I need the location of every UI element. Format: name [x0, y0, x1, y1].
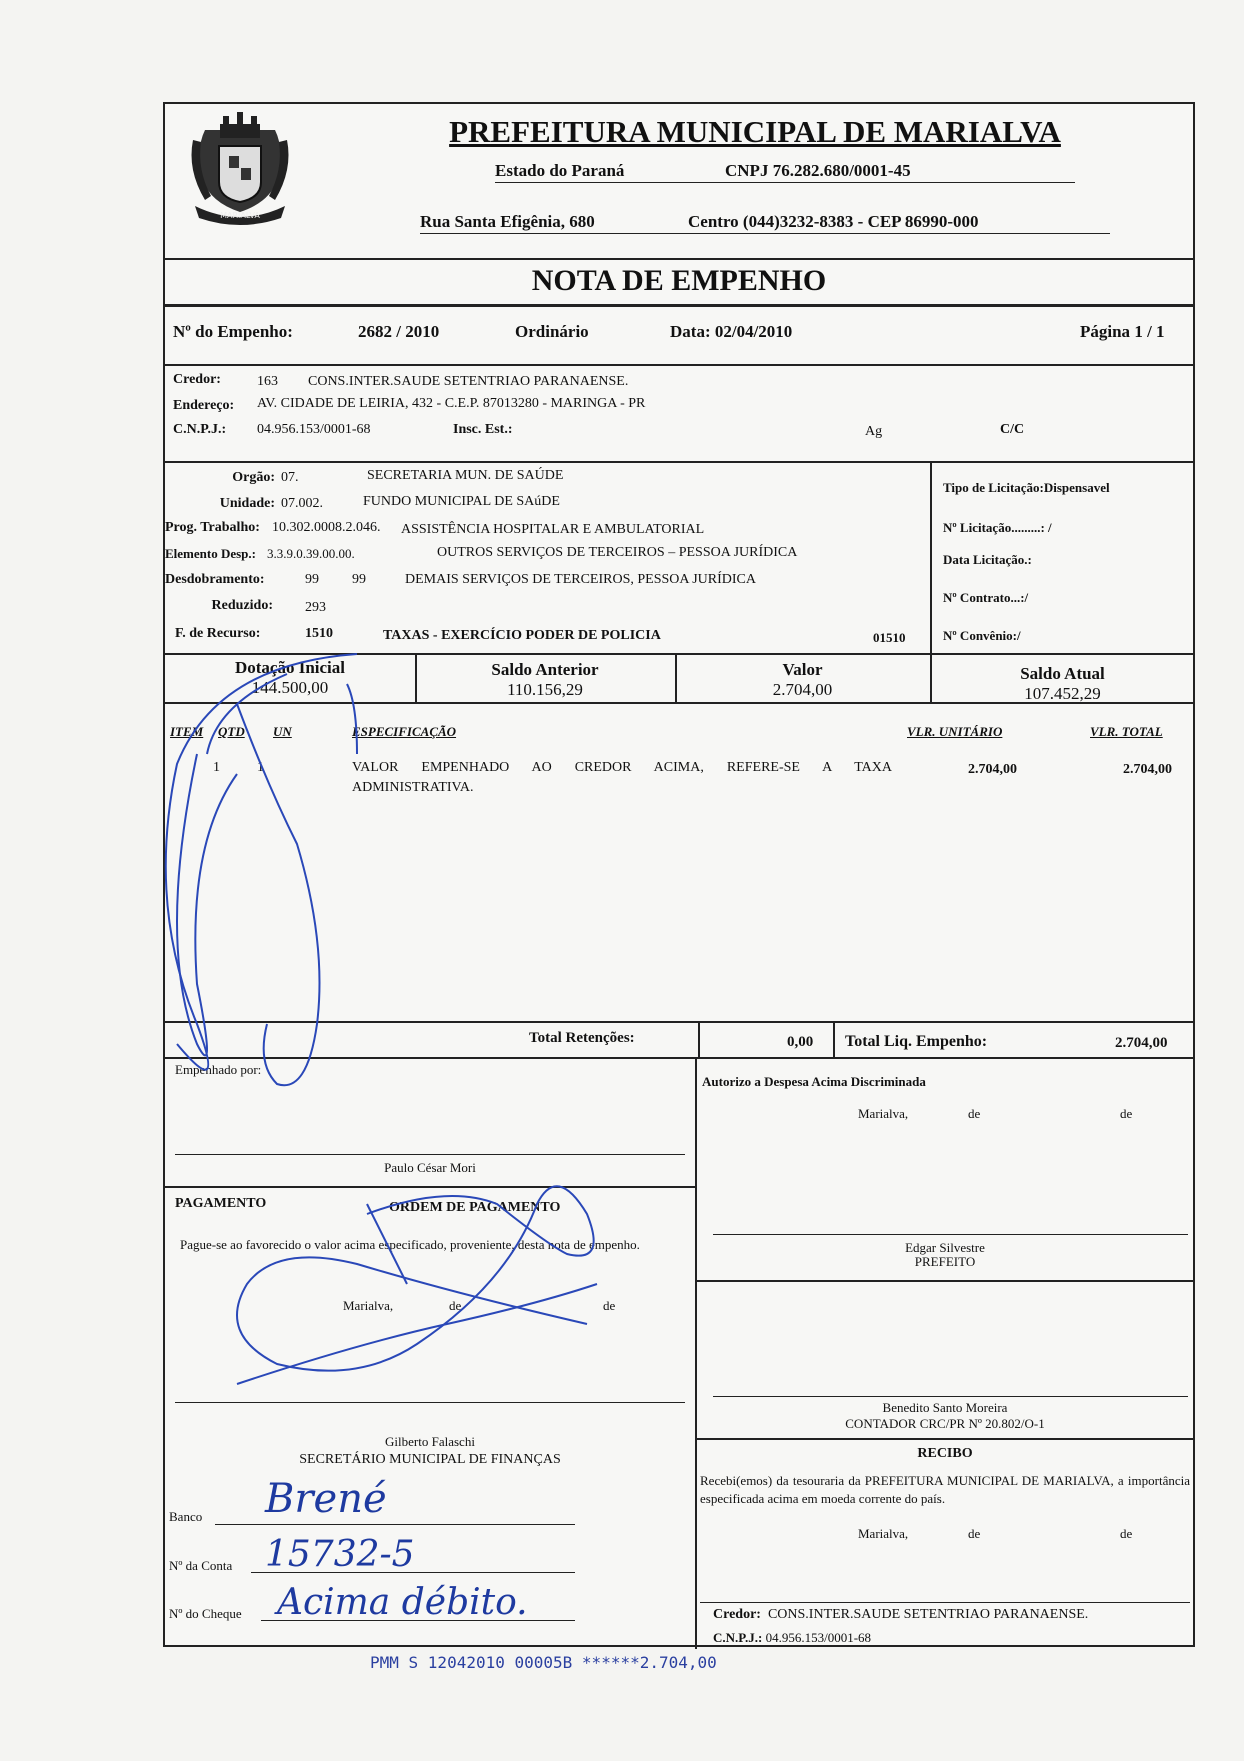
district-phone-cep: Centro (044)3232-8383 - CEP 86990-000 [688, 212, 979, 231]
col-spec-header: ESPECIFICAÇÃO [352, 724, 457, 739]
saldo-atual-value: 107.452,29 [1024, 684, 1101, 703]
licitacao-convenio: Nº Convênio:/ [943, 628, 1021, 643]
dotacao-inicial-label: Dotação Inicial [234, 658, 346, 677]
municipal-crest-icon [185, 110, 295, 228]
document-title: NOTA DE EMPENHO [531, 264, 827, 297]
row-total-value: 2.704,00 [1123, 762, 1172, 777]
address-line [420, 212, 1110, 234]
empenho-type: Ordinário [515, 322, 589, 341]
cheque-handwritten: Acima débito. [277, 1582, 528, 1623]
page-title: PREFEITURA MUNICIPAL DE MARIALVA [449, 114, 1061, 149]
orgao-name: SECRETARIA MUN. DE SAÚDE [367, 468, 564, 483]
prog-code: 10.302.0008.2.046. [272, 520, 381, 535]
recibo-de1: de [968, 1526, 981, 1541]
row-item: 1 [213, 760, 220, 775]
orgao-code: 07. [281, 470, 299, 485]
col-qtd-header: QTD [218, 724, 245, 739]
saldo-anterior-value: 110.156,29 [507, 680, 583, 699]
col-total-header: VLR. TOTAL [1090, 724, 1163, 739]
unidade-code: 07.002. [281, 496, 323, 511]
credor-name: CONS.INTER.SAUDE SETENTRIAO PARANAENSE. [308, 374, 629, 389]
street-address: Rua Santa Efigênia, 680 [420, 212, 595, 231]
total-liq-label: Total Liq. Empenho: [845, 1033, 988, 1050]
recurso-code: 1510 [305, 626, 333, 641]
handwritten-signature-icon [157, 644, 717, 1564]
divider [930, 461, 932, 654]
prefeito-name: Edgar Silvestre [905, 1240, 985, 1255]
recurso-number: 01510 [873, 630, 906, 645]
contador-name: Benedito Santo Moreira [882, 1400, 1008, 1415]
contador-role: CONTADOR CRC/PR Nº 20.802/O-1 [845, 1416, 1045, 1431]
retencoes-label: Total Retenções: [529, 1030, 635, 1046]
conta-label: Nº da Conta [169, 1558, 233, 1573]
dotacao-inicial-value: 144.500,00 [251, 678, 329, 697]
ordem-pagamento-label: ORDEM DE PAGAMENTO [389, 1200, 561, 1215]
orgao-label: Orgão: [232, 470, 275, 485]
valor-label: Valor [782, 660, 823, 679]
divider [165, 364, 1193, 366]
secretario-role: SECRETÁRIO MUNICIPAL DE FINANÇAS [299, 1452, 561, 1467]
prog-name: ASSISTÊNCIA HOSPITALAR E AMBULATORIAL [401, 522, 705, 537]
empenhado-label: Empenhado por: [175, 1062, 262, 1077]
desdobramento-label: Desdobramento: [165, 572, 265, 587]
recibo-credor-line: Credor: CONS.INTER.SAUDE SETENTRIAO PARANAENSE. [713, 1607, 1089, 1622]
signature-line [713, 1234, 1188, 1235]
unidade-label: Unidade: [219, 496, 275, 511]
unidade-name: FUNDO MUNICIPAL DE SAúDE [363, 494, 560, 509]
pagamento-label: PAGAMENTO [175, 1196, 267, 1211]
divider [165, 461, 1193, 463]
autorizo-de2: de [1120, 1106, 1133, 1121]
divider [165, 304, 1193, 307]
elemento-name: OUTROS SERVIÇOS DE TERCEIROS – PESSOA JURÍDICA [437, 545, 798, 560]
payment-stamp: PMM S 12042010 00005B ******2.704,00 [370, 1653, 717, 1672]
desdobramento-name: DEMAIS SERVIÇOS DE TERCEIROS, PESSOA JURÍDICA [405, 572, 757, 587]
divider [695, 1438, 1193, 1440]
cheque-label: Nº do Cheque [169, 1606, 242, 1621]
prog-label: Prog. Trabalho: [165, 520, 260, 535]
ag-label: Ag [865, 424, 883, 439]
empenho-number: 2682 / 2010 [358, 322, 440, 341]
empenho-number-label: Nº do Empenho: [173, 322, 293, 341]
endereco-label: Endereço: [173, 398, 235, 413]
crest-label: MARIALVA [220, 211, 260, 220]
row-spec-line2: ADMINISTRATIVA. [352, 780, 474, 795]
divider [165, 258, 1193, 260]
col-unit-header: VLR. UNITÁRIO [907, 724, 1003, 739]
col-item-header: ITEM [170, 724, 204, 739]
licitacao-numero: Nº Licitação.........: / [943, 520, 1052, 535]
licitacao-tipo: Tipo de Licitação:Dispensavel [943, 480, 1110, 495]
cnpj: CNPJ 76.282.680/0001-45 [725, 161, 911, 180]
valor-value: 2.704,00 [772, 680, 833, 699]
licitacao-contrato: Nº Contrato...:/ [943, 590, 1029, 605]
autorizo-label: Autorizo a Despesa Acima Discriminada [702, 1074, 926, 1089]
insc-est-label: Insc. Est.: [453, 422, 513, 437]
recurso-label: F. de Recurso: [175, 626, 261, 641]
total-liq-value: 2.704,00 [1115, 1035, 1168, 1051]
conta-handwritten: 15732-5 [265, 1534, 415, 1575]
credor-label: Credor: [173, 372, 221, 387]
saldo-atual-label: Saldo Atual [1020, 664, 1105, 683]
pagamento-text: Pague-se ao favorecido o valor acima especificado, proveniente, desta nota de empenho. [180, 1237, 640, 1252]
cnpj-label: C.N.P.J.: [173, 422, 227, 437]
page-indicator: Página 1 / 1 [1080, 322, 1165, 341]
recibo-city: Marialva, [858, 1526, 909, 1541]
retencoes-value: 0,00 [787, 1034, 814, 1050]
secretario-name: Gilberto Falaschi [385, 1434, 475, 1449]
pagamento-de1: de [449, 1298, 462, 1313]
state-cnpj-line [495, 161, 1075, 183]
recibo-text: Recebi(emos) da tesouraria da PREFEITURA MUNICIPAL DE MARIALVA, a importância especificada acima em moeda corrente do país. [700, 1473, 1190, 1506]
signature-line [713, 1396, 1188, 1397]
nota-de-empenho-document [163, 102, 1195, 1647]
recurso-name: TAXAS - EXERCÍCIO PODER DE POLICIA [383, 628, 661, 643]
desdobramento-a: 99 [305, 572, 319, 587]
reduzido-value: 293 [305, 600, 326, 615]
prefeito-role: PREFEITO [914, 1254, 976, 1269]
autorizo-city: Marialva, [858, 1106, 909, 1121]
desdobramento-b: 99 [352, 572, 366, 587]
elemento-label: Elemento Desp.: [165, 546, 256, 561]
col-un-header: UN [273, 724, 292, 739]
recibo-label: RECIBO [917, 1446, 973, 1461]
credor-cnpj: 04.956.153/0001-68 [257, 422, 371, 437]
credor-address: AV. CIDADE DE LEIRIA, 432 - C.E.P. 87013280 - MARINGA - PR [257, 396, 646, 411]
cc-label: C/C [1000, 422, 1025, 437]
elemento-code: 3.3.9.0.39.00.00. [267, 546, 355, 561]
saldo-anterior-label: Saldo Anterior [491, 660, 599, 679]
row-spec-line1: VALOR EMPENHADO AO CREDOR ACIMA, REFERE-SE A TAXA [352, 760, 892, 775]
signature-line [700, 1602, 1190, 1603]
row-unit-value: 2.704,00 [968, 762, 1017, 777]
divider [695, 1280, 1193, 1282]
licitacao-data: Data Licitação.: [943, 552, 1032, 567]
pagamento-city: Marialva, [343, 1298, 394, 1313]
banco-handwritten: Brené [265, 1476, 387, 1522]
autorizo-de1: de [968, 1106, 981, 1121]
empenhado-name: Paulo César Mori [384, 1160, 476, 1175]
pagamento-de2: de [603, 1298, 616, 1313]
recibo-de2: de [1120, 1526, 1133, 1541]
banco-label: Banco [169, 1509, 203, 1524]
credor-code: 163 [257, 374, 278, 389]
row-qtd: 1 [257, 760, 264, 775]
empenho-date: Data: 02/04/2010 [670, 322, 793, 341]
recibo-cnpj-line: C.N.P.J.: 04.956.153/0001-68 [713, 1630, 872, 1645]
divider [833, 1021, 835, 1057]
reduzido-label: Reduzido: [211, 598, 273, 613]
state-name: Estado do Paraná [495, 161, 625, 180]
